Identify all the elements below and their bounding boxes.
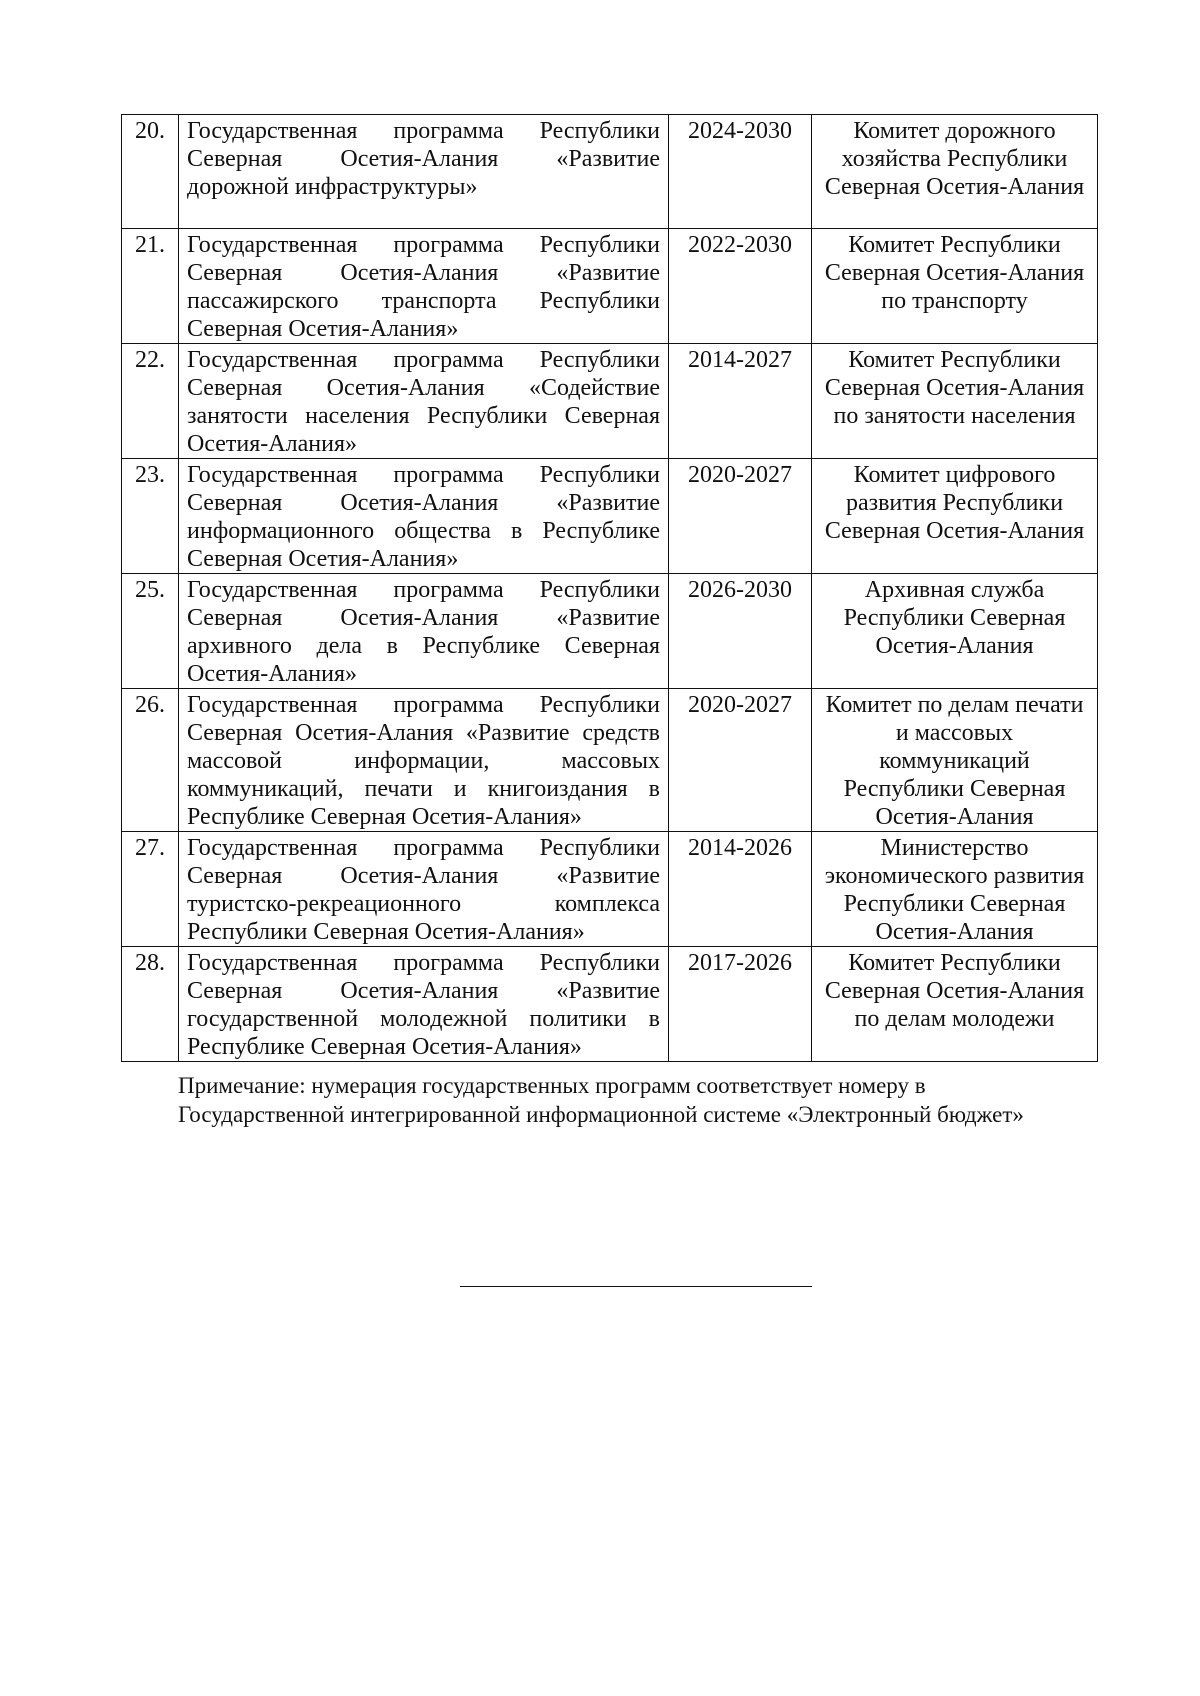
program-name: Государственная программа Республики Северная Осетия-Алания «Развитие архивного дела в Республике Северная Осетия-Алания»: [179, 574, 669, 689]
programs-table: [121, 114, 1098, 1062]
program-years: 2014-2026: [669, 832, 812, 947]
program-name: Государственная программа Республики Северная Осетия-Алания «Развитие информационного общества в Республике Северная Осетия-Алания»: [179, 459, 669, 574]
program-name: Государственная программа Республики Северная Осетия-Алания «Развитие пассажирского транспорта Республики Северная Осетия-Алания»: [179, 229, 669, 344]
closing-rule: [460, 1286, 812, 1287]
table-row: [122, 947, 1098, 1062]
program-responsible: Комитет Республики Северная Осетия-Алания по транспорту: [812, 229, 1098, 344]
program-number: 21.: [122, 229, 179, 344]
program-years: 2022-2030: [669, 229, 812, 344]
program-name: Государственная программа Республики Северная Осетия-Алания «Развитие средств массовой информации, массовых коммуникаций, печати и книгоиздания в Республике Северная Осетия-Алания»: [179, 689, 669, 832]
program-number: 23.: [122, 459, 179, 574]
program-years: 2024-2030: [669, 115, 812, 229]
program-responsible: Министерство экономического развития Республики Северная Осетия-Алания: [812, 832, 1098, 947]
program-name: Государственная программа Республики Северная Осетия-Алания «Содействие занятости населения Республики Северная Осетия-Алания»: [179, 344, 669, 459]
footnote-line: Государственной интегрированной информационной системе «Электронный бюджет»: [178, 1102, 1024, 1127]
program-years: 2020-2027: [669, 689, 812, 832]
table-row: [122, 689, 1098, 832]
table-row: [122, 229, 1098, 344]
table-row: [122, 574, 1098, 689]
table-row: [122, 115, 1098, 229]
program-responsible: Архивная служба Республики Северная Осетия-Алания: [812, 574, 1098, 689]
program-responsible: Комитет Республики Северная Осетия-Алания по делам молодежи: [812, 947, 1098, 1062]
program-name: Государственная программа Республики Северная Осетия-Алания «Развитие туристско-рекреационного комплекса Республики Северная Осетия-Алания»: [179, 832, 669, 947]
program-responsible: Комитет по делам печати и массовых коммуникаций Республики Северная Осетия-Алания: [812, 689, 1098, 832]
program-years: 2017-2026: [669, 947, 812, 1062]
program-responsible: Комитет цифрового развития Республики Северная Осетия-Алания: [812, 459, 1098, 574]
program-number: 25.: [122, 574, 179, 689]
footnote-line: Примечание: нумерация государственных программ соответствует номеру в: [178, 1073, 926, 1098]
table-row: [122, 459, 1098, 574]
program-number: 22.: [122, 344, 179, 459]
program-years: 2020-2027: [669, 459, 812, 574]
program-years: 2026-2030: [669, 574, 812, 689]
program-responsible: Комитет дорожного хозяйства Республики Северная Осетия-Алания: [812, 115, 1098, 229]
program-number: 27.: [122, 832, 179, 947]
program-responsible: Комитет Республики Северная Осетия-Алания по занятости населения: [812, 344, 1098, 459]
table-row: [122, 832, 1098, 947]
program-number: 26.: [122, 689, 179, 832]
program-name: Государственная программа Республики Северная Осетия-Алания «Развитие государственной молодежной политики в Республике Северная Осетия-Алания»: [179, 947, 669, 1062]
program-name: Государственная программа Республики Северная Осетия-Алания «Развитие дорожной инфраструктуры»: [179, 115, 669, 229]
program-number: 28.: [122, 947, 179, 1062]
table-row: [122, 344, 1098, 459]
program-years: 2014-2027: [669, 344, 812, 459]
program-number: 20.: [122, 115, 179, 229]
footnote: [178, 1071, 1098, 1129]
